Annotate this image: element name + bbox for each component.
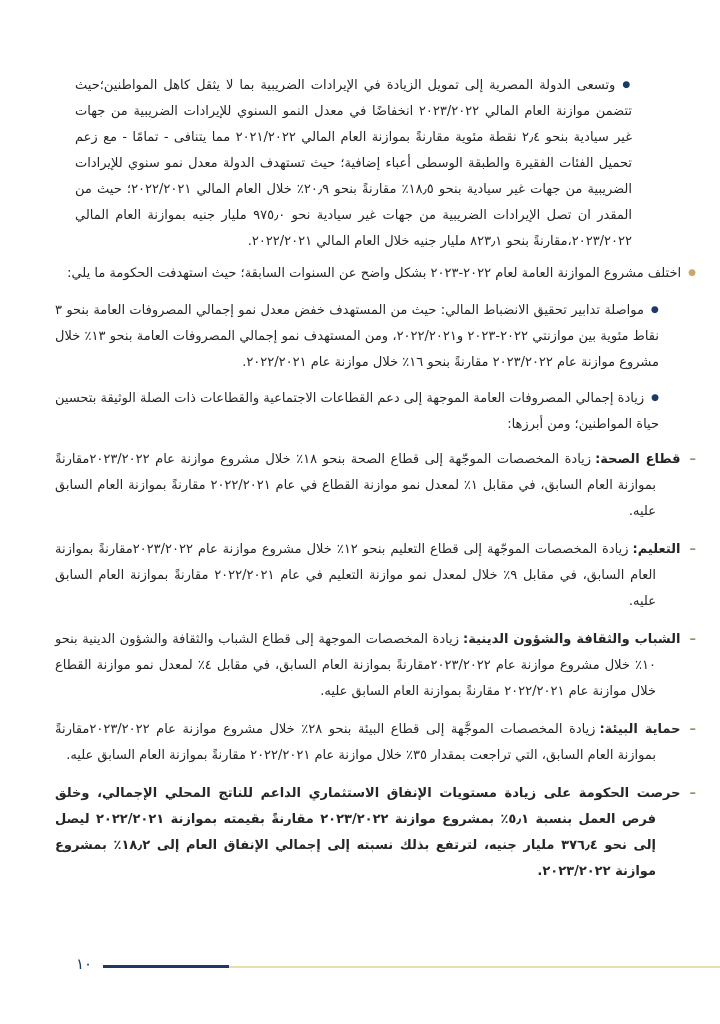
dash-icon: – (689, 452, 697, 467)
footer-rule-navy (103, 965, 229, 968)
item-label: التعليم: (632, 542, 681, 557)
dash-item (55, 781, 696, 885)
item-label: حماية البيئة: (599, 722, 681, 737)
bullet-item (55, 385, 659, 438)
dash-icon: – (689, 632, 697, 647)
bullet-icon: ● (650, 305, 659, 315)
item-text: زيادة المخصصات الموجّهة إلى قطاع الصحة بنحو ١٨٪ خلال مشروع موازنة عام ٢٠٢٣/٢٠٢٢مقارنةً بموازنة العام السابق، في مقابل ١٪ لمعدل نمو موازنة القطاع في عام ٢٠٢٢/٢٠٢١ مقارنةً بموازنة العام السابق عليه. (55, 452, 657, 519)
dash-icon: – (689, 722, 696, 737)
dash-item (55, 537, 696, 615)
bullet-icon: ● (651, 393, 659, 403)
item-text: زيادة إجمالي المصروفات العامة الموجهة إلى دعم القطاعات الاجتماعية والقطاعات ذات الصلة الوثيقة بتحسين حياة المواطنين؛ ومن أبرزها: (55, 391, 659, 432)
bullet-icon: ● (688, 268, 696, 278)
item-text: زيادة المخصصات الموجّهة إلى قطاع التعليم بنحو ١٢٪ خلال مشروع موازنة عام ٢٠٢٣/٢٠٢٢مقارنةً بموازنة العام السابق، في مقابل ٩٪ خلال لمعدل نمو موازنة التعليم في عام ٢٠٢٢/٢٠٢١ مقارنةً بموازنة العام السابق عليه. (55, 542, 656, 609)
item-text: مواصلة تدابير تحقيق الانضباط المالي: حيث من المستهدف خفض معدل نمو إجمالي المصروفات العامة بنحو ٣ نقاط مئوية بين موازنتي ٢٠٢٢-٢٠٢٣ و٢٠٢٢/٢٠٢١، ومن المستهدف نمو إجمالي المصروفات العامة بنحو ١٣٪ خلال مشروع موازنة عام ٢٠٢٣/٢٠٢٢ مقارنةً بنحو ١٦٪ خلال موازنة عام ٢٠٢٢/٢٠٢١. (55, 303, 659, 370)
dash-icon: – (689, 786, 696, 801)
item-text: زيادة المخصصات الموجَّهة إلى قطاع البيئة بنحو ٢٨٪ خلال مشروع موازنة عام ٢٠٢٣/٢٠٢٢مقارنةً بموازنة العام السابق، التي تراجعت بمقدار ٣٥٪ خلال موازنة عام ٢٠٢٢/٢٠٢١ مقارنةً بموازنة العام السابق عليه. (55, 722, 656, 763)
bullet-item (55, 297, 659, 376)
item-text: زيادة المخصصات الموجهة إلى قطاع الشباب والثقافة والشؤون الدينية بنحو ١٠٪ خلال مشروع موازنة عام ٢٠٢٣/٢٠٢٢مقارنةً بموازنة العام السابق، في مقابل ٤٪ لمعدل نمو موازنة القطاع خلال موازنة عام ٢٠٢٢/٢٠٢١ مقارنةً بموازنة العام السابق عليه. (55, 632, 656, 699)
dash-icon: – (689, 542, 696, 557)
dash-item (55, 717, 696, 769)
bullet-item (75, 72, 632, 255)
dash-item (55, 447, 696, 525)
dash-item (55, 627, 696, 705)
footer-rule-beige (229, 966, 720, 968)
bullet-item (55, 260, 696, 287)
item-label: قطاع الصحة: (595, 452, 681, 467)
item-text: وتسعى الدولة المصرية إلى تمويل الزيادة في الإيرادات الضريبية بما لا يثقل كاهل المواطنين؛حيث تتضمن موازنة العام المالي ٢٠٢٣/٢٠٢٢ انخفاضًا في معدل النمو السنوي للإيرادات الضريبية من جهات غير سيادية بنحو ٢٫٤ نقطة مئوية مقارنةً بموازنة العام المالي ٢٠٢١/٢٠٢٢ مما يتنافى - تمامًا - مع زعم تحميل الفئات الفقيرة والطبقة الوسطى أعباء إضافية؛ حيث تستهدف الدولة معدل نمو سنوي للإيرادات الضريبية من جهات غير سيادية بنحو ١٨٫٥٪ مقارنةً بنحو ٢٠٫٩٪ خلال العام المالي ٢٠٢٢/٢٠٢١؛ حيث من المقدر ان تصل الإيرادات الضريبية من جهات غير سيادية نحو ٩٧٥٫٠ مليار جنيه بموازنة العام المالي ٢٠٢٣/٢٠٢٢،مقارنةً بنحو ٨٢٣٫١ مليار جنيه خلال العام المالي ٢٠٢٢/٢٠٢١. (75, 78, 633, 249)
item-text: اختلف مشروع الموازنة العامة لعام ٢٠٢٢-٢٠٢٣ بشكل واضح عن السنوات السابقة؛ حيث استهدفت الحكومة ما يلي: (67, 266, 682, 281)
item-label: الشباب والثقافة والشؤون الدينية: (463, 632, 681, 647)
item-text: حرصت الحكومة على زيادة مستويات الإنفاق الاستثماري الداعم للناتج المحلي الإجمالي، وخلق فرص العمل بنسبة ٥٫١٪ بمشروع موازنة ٢٠٢٣/٢٠٢٢ مقارنةً بقيمته بموازنة ٢٠٢٢/٢٠٢١ ليصل إلى نحو ٣٧٦٫٤ مليار جنيه، لترتفع بذلك نسبته إلى إجمالي الإنفاق العام إلى ١٨٫٢٪ بمشروع موازنة ٢٠٢٣/٢٠٢٢. (55, 786, 681, 879)
bullet-icon: ● (622, 80, 632, 90)
page-number: ١٠ (76, 955, 93, 973)
